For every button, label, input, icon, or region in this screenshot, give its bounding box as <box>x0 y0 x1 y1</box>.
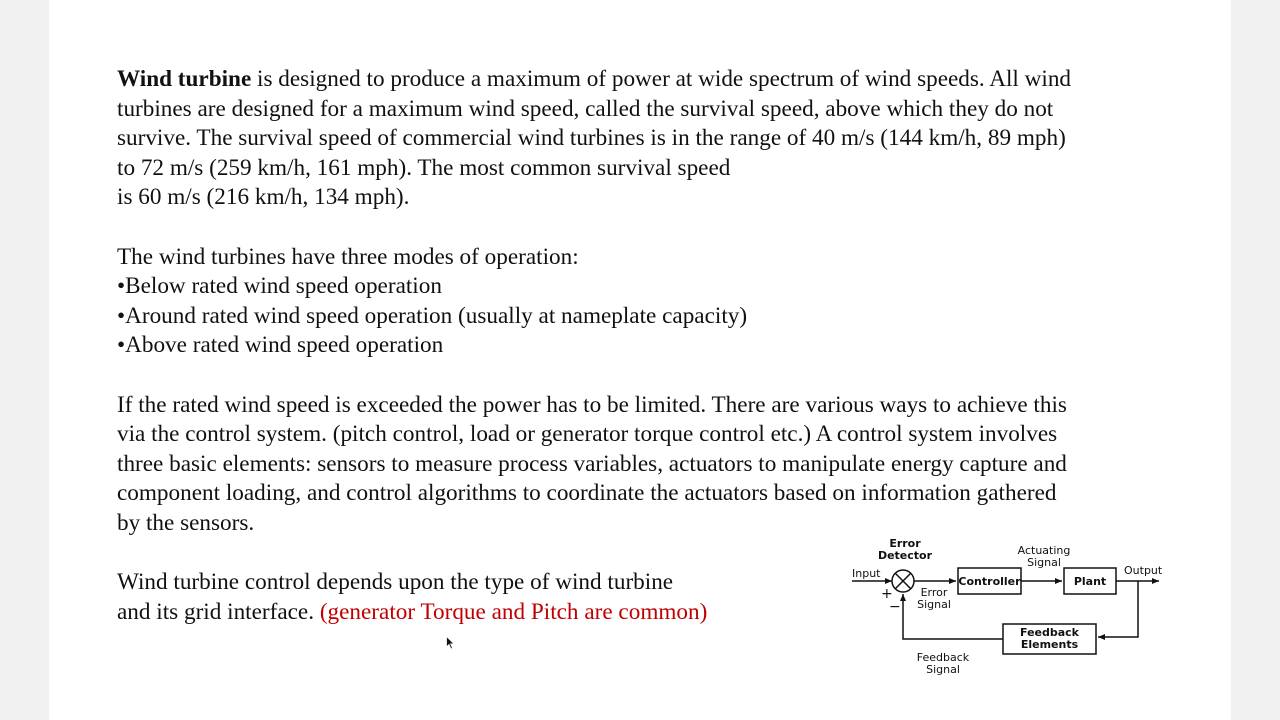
text-line: three basic elements: sensors to measure process variables, actuators to manipulate energy capture and <box>117 450 1067 477</box>
highlight-common-controls: (generator Torque and Pitch are common) <box>319 598 708 625</box>
controller-label: Controller <box>958 575 1021 588</box>
text-line: survive. The survival speed of commercial wind turbines is in the range of 40 m/s (144 km/h, 89 mph) <box>117 125 1066 152</box>
paragraph-modes <box>117 243 1177 361</box>
feedback-signal-label: Signal <box>926 663 960 676</box>
error-signal-label: Signal <box>917 598 951 611</box>
term-wind-turbine: Wind turbine <box>117 66 252 92</box>
mode-item: • Below rated wind speed operation <box>117 273 442 299</box>
text-line: component loading, and control algorithms to coordinate the actuators based on information gathered <box>117 480 1057 507</box>
text-line: and its grid interface. <box>117 598 320 625</box>
mouse-cursor-icon <box>446 636 455 650</box>
feedback-signal-label: Feedback <box>916 651 970 664</box>
paragraph-control-system <box>117 391 1177 539</box>
plus-sign: + <box>881 586 893 602</box>
paragraph-survival-speed <box>117 65 1177 213</box>
feedback-elements-label: Elements <box>1020 638 1079 651</box>
control-loop-diagram <box>845 535 1170 680</box>
controller-block <box>958 568 1021 594</box>
text-line: is 60 m/s (216 km/h, 134 mph). <box>117 184 410 211</box>
text-line: to 72 m/s (259 km/h, 161 mph). The most common survival speed <box>117 154 731 181</box>
modes-intro: The wind turbines have three modes of operation: <box>117 243 579 270</box>
output-label: Output <box>1124 564 1163 577</box>
plant-block <box>1064 568 1116 594</box>
actuating-signal-label: Actuating <box>1017 544 1071 557</box>
actuating-signal-label: Signal <box>1027 556 1061 569</box>
text-line: turbines are designed for a maximum wind speed, called the survival speed, above which they do not <box>117 95 1054 122</box>
minus-sign: − <box>889 599 901 615</box>
error-detector-label: Error <box>889 537 921 550</box>
summing-junction <box>892 570 914 592</box>
mode-item: • Above rated wind speed operation <box>117 332 443 358</box>
text-line: If the rated wind speed is exceeded the power has to be limited. There are various ways to achieve this <box>117 391 1067 418</box>
text-line: via the control system. (pitch control, load or generator torque control etc.) A control system involves <box>117 421 1058 448</box>
input-label: Input <box>852 567 881 580</box>
text-line: Wind turbine control depends upon the type of wind turbine <box>117 569 674 596</box>
text-line: by the sensors. <box>117 509 255 536</box>
feedback-elements-block <box>1003 624 1096 654</box>
plant-label: Plant <box>1073 575 1107 588</box>
mode-item: • Around rated wind speed operation (usually at nameplate capacity) <box>117 303 747 329</box>
text-line: is designed to produce a maximum of power at wide spectrum of wind speeds. All wind <box>251 66 1072 92</box>
error-detector-label: Detector <box>877 549 933 562</box>
feedback-elements-label: Feedback <box>1020 626 1079 639</box>
error-signal-label: Error <box>920 586 948 599</box>
